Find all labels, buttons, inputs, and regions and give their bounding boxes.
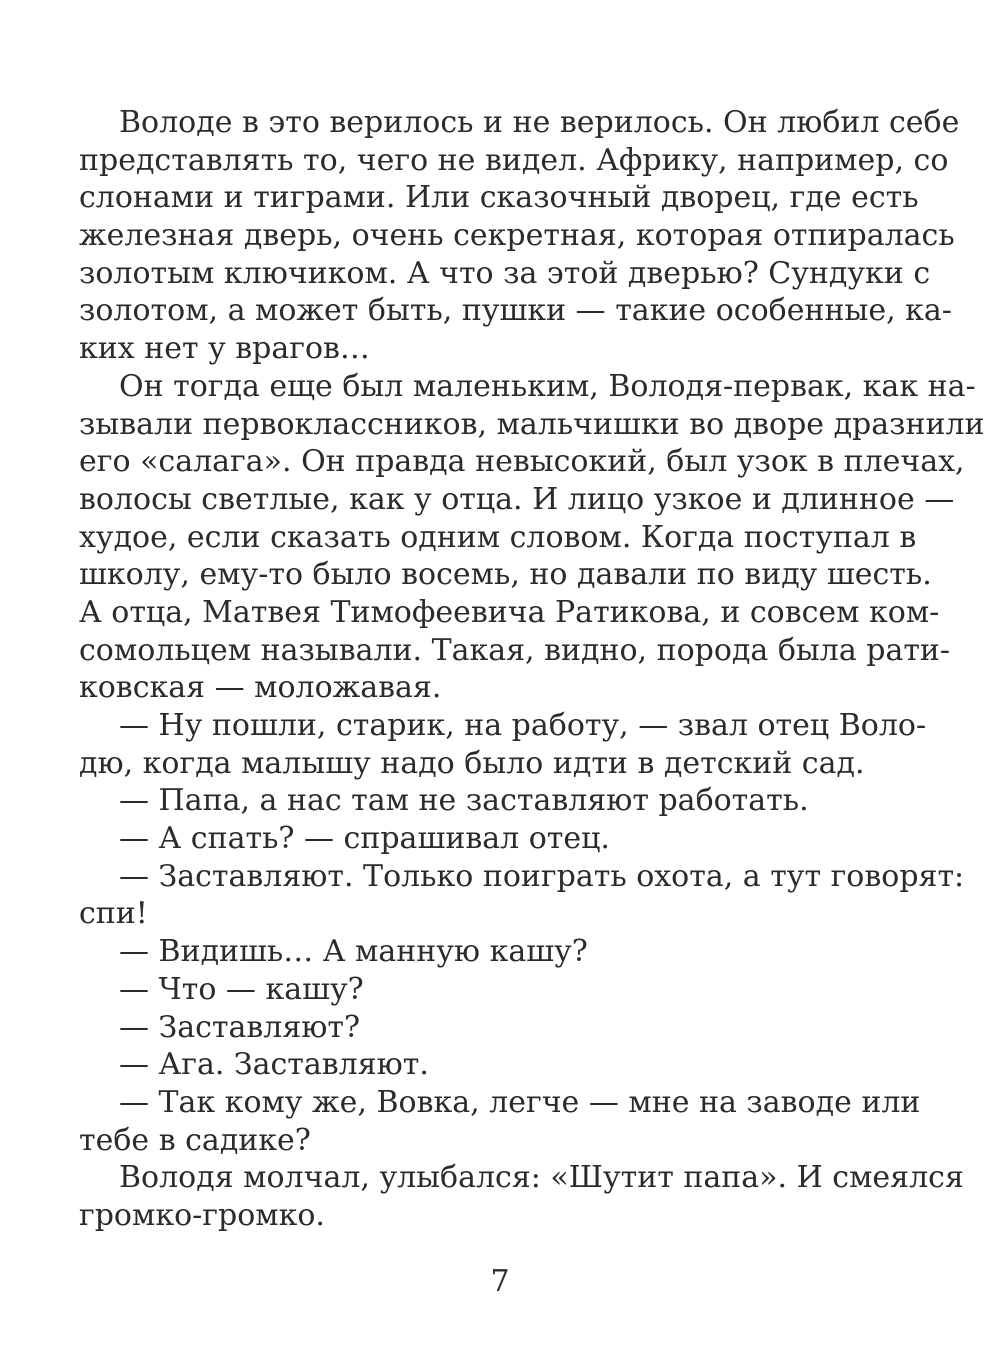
- dialogue-line: — Заставляют. Только поиграть охота, а тут говорят:: [119, 858, 965, 894]
- text-line: ких нет у врагов…: [79, 331, 370, 367]
- text-line: представлять то, чего не видел. Африку, например, со: [79, 142, 949, 178]
- dialogue-line: — А спать? — спрашивал отец.: [119, 821, 610, 857]
- dialogue-line: — Так кому же, Вовка, легче — мне на заводе или: [119, 1084, 921, 1120]
- text-line: А отца, Матвея Тимофеевича Ратикова, и совсем ком-: [79, 594, 940, 630]
- dialogue-line: дю, когда малышу надо было идти в детский сад.: [79, 745, 865, 781]
- dialogue-line: — Видишь… А манную кашу?: [119, 934, 588, 970]
- text-line: его «салага». Он правда невысокий, был узок в плечах,: [79, 444, 965, 480]
- text-line: громко-громко.: [79, 1197, 325, 1233]
- text-line: Володя молчал, улыбался: «Шутит папа». И смеялся: [119, 1160, 964, 1196]
- text-line: зывали первоклассников, мальчишки во дворе дразнили: [79, 406, 985, 442]
- text-line: железная дверь, очень секретная, которая отпиралась: [79, 218, 955, 254]
- text-line: золотым ключиком. А что за этой дверью? Сундуки с: [79, 255, 931, 291]
- body-text: [79, 104, 985, 1235]
- dialogue-line: — Ага. Заставляют.: [119, 1047, 429, 1083]
- text-line: худое, если сказать одним словом. Когда поступал в: [79, 519, 917, 555]
- text-line: ковская — моложавая.: [79, 670, 442, 706]
- text-line: Володе в это верилось и не верилось. Он любил себе: [119, 105, 960, 140]
- text-line: школу, ему-то было восемь, но давали по виду шесть.: [79, 557, 932, 593]
- dialogue-line: — Что — кашу?: [119, 971, 364, 1007]
- page-number: 7: [490, 1264, 510, 1299]
- text-line: слонами и тиграми. Или сказочный дворец, где есть: [79, 180, 919, 216]
- text-line: сомольцем называли. Такая, видно, порода была рати-: [79, 632, 951, 668]
- text-line: Он тогда еще был маленьким, Володя-первак, как на-: [119, 368, 976, 404]
- dialogue-line: спи!: [79, 896, 148, 932]
- dialogue-line: — Ну пошли, старик, на работу, — звал отец Воло-: [119, 708, 927, 743]
- dialogue-line: тебе в садике?: [79, 1122, 311, 1158]
- text-line: волосы светлые, как у отца. И лицо узкое и длинное —: [79, 481, 955, 517]
- dialogue-line: — Папа, а нас там не заставляют работать.: [119, 783, 809, 819]
- text-line: золотом, а может быть, пушки — такие особенные, ка-: [79, 293, 952, 329]
- dialogue-line: — Заставляют?: [119, 1009, 361, 1045]
